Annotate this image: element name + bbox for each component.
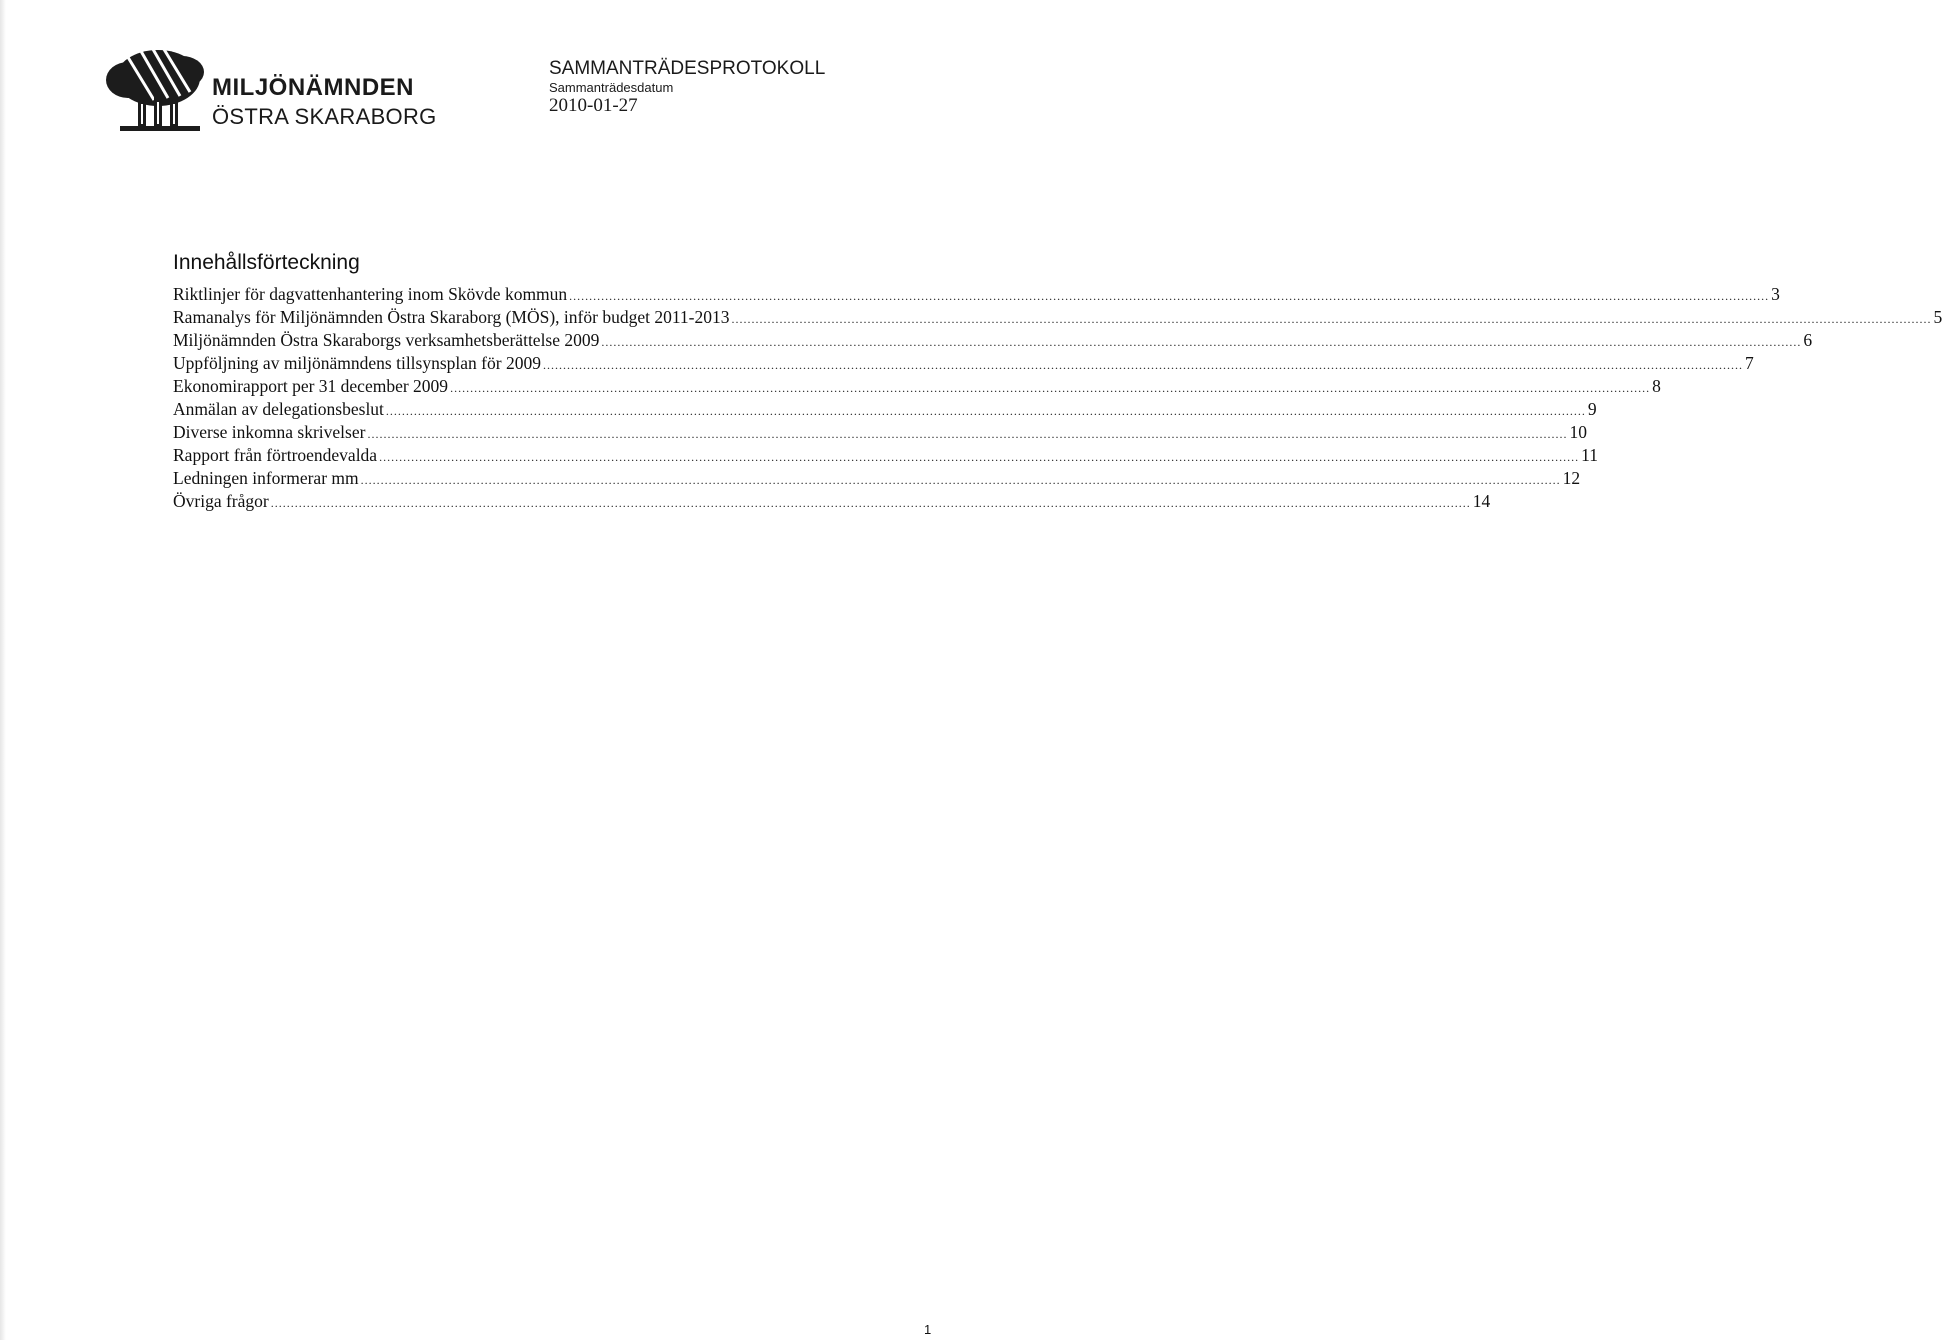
- toc-entry-page: 6: [1803, 330, 1813, 350]
- toc-entry-page: 9: [1587, 399, 1597, 419]
- meeting-date-value: 2010-01-27: [549, 95, 638, 116]
- toc-entry-page: 7: [1744, 353, 1754, 373]
- meeting-date-label: Sammanträdesdatum: [549, 80, 674, 95]
- toc-entry-page: 8: [1652, 376, 1661, 396]
- toc-leader-dots: ............................................................................................................................................................................................................................................................................................................: [385, 404, 1586, 418]
- toc-entry-page: 14: [1472, 491, 1491, 511]
- toc-leader-dots: ............................................................................................................................................................................................................................................................................................................: [360, 473, 1561, 487]
- toc-entry-title: Ledningen informerar mm: [173, 468, 359, 488]
- tree-logo-icon: [98, 38, 210, 136]
- toc-entry: [173, 329, 1813, 352]
- scan-edge: [0, 0, 6, 1340]
- org-name-line2: ÖSTRA SKARABORG: [212, 104, 437, 129]
- document-type: SAMMANTRÄDESPROTOKOLL: [549, 58, 826, 79]
- org-name-line1: MILJÖNÄMNDEN: [212, 74, 414, 101]
- toc-entry-title: Uppföljning av miljönämndens tillsynsplan för 2009: [173, 353, 541, 373]
- toc-entry: [173, 421, 1587, 444]
- toc-heading: Innehållsförteckning: [173, 251, 360, 274]
- toc-entry-title: Övriga frågor: [173, 491, 269, 511]
- toc-entry-title: Anmälan av delegationsbeslut: [173, 399, 384, 419]
- toc-entry-title: Ramanalys för Miljönämnden Östra Skaraborg (MÖS), inför budget 2011-2013: [173, 307, 730, 327]
- toc-entry-title: Miljönämnden Östra Skaraborgs verksamhetsberättelse 2009: [173, 330, 600, 350]
- toc-entry: [173, 375, 1661, 398]
- toc-entry-title: Diverse inkomna skrivelser: [173, 422, 366, 442]
- toc-entry: [173, 352, 1754, 375]
- toc-entry: [173, 306, 1942, 329]
- toc-entry-title: Rapport från förtroendevalda: [173, 445, 378, 465]
- toc-entry: [173, 490, 1491, 513]
- toc-entry-page: 11: [1581, 445, 1598, 465]
- table-of-contents: [173, 283, 1942, 513]
- toc-entry-page: 5: [1933, 307, 1942, 327]
- toc-entry: [173, 398, 1597, 421]
- toc-entry-title: Riktlinjer för dagvattenhantering inom Skövde kommun: [173, 284, 568, 304]
- toc-leader-dots: ............................................................................................................................................................................................................................................................................................................: [379, 450, 1580, 464]
- toc-leader-dots: ............................................................................................................................................................................................................................................................................................................: [601, 335, 1802, 349]
- toc-entry-page: 12: [1562, 468, 1581, 488]
- toc-leader-dots: ............................................................................................................................................................................................................................................................................................................: [450, 381, 1651, 395]
- page-number: 1: [924, 1322, 932, 1337]
- toc-entry-page: 10: [1569, 422, 1587, 442]
- toc-entry: [173, 444, 1598, 467]
- toc-leader-dots: ............................................................................................................................................................................................................................................................................................................: [569, 289, 1770, 303]
- toc-entry-title: Ekonomirapport per 31 december 2009: [173, 376, 449, 396]
- toc-leader-dots: ............................................................................................................................................................................................................................................................................................................: [542, 358, 1743, 372]
- toc-leader-dots: ............................................................................................................................................................................................................................................................................................................: [367, 427, 1568, 441]
- toc-entry: [173, 467, 1581, 490]
- toc-leader-dots: ............................................................................................................................................................................................................................................................................................................: [270, 496, 1471, 510]
- toc-leader-dots: ............................................................................................................................................................................................................................................................................................................: [731, 312, 1932, 326]
- toc-entry-page: 3: [1771, 284, 1780, 304]
- toc-entry: [173, 283, 1780, 306]
